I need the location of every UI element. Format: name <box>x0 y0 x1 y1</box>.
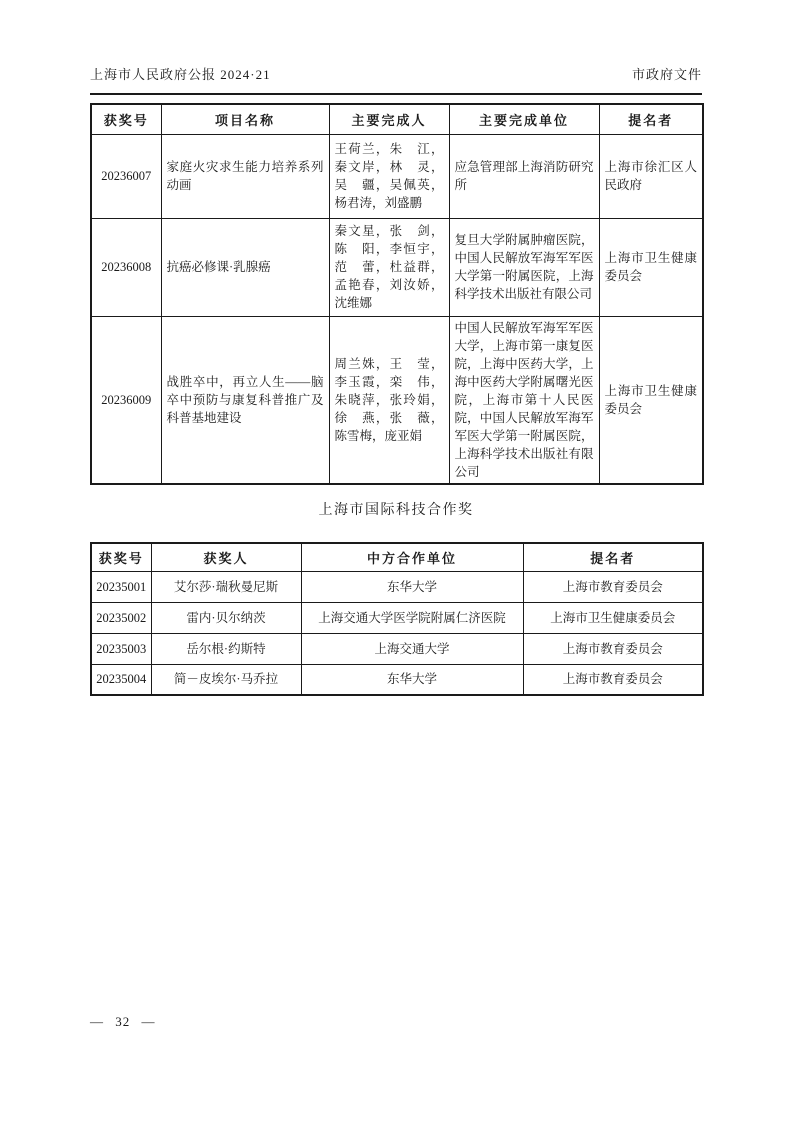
nominator-cell: 上海市徐汇区人民政府 <box>599 134 703 218</box>
column-header-nominator: 提名者 <box>599 104 703 134</box>
column-header-awardee: 获奖人 <box>151 543 301 571</box>
table-row <box>91 602 703 633</box>
contributors-cell: 王荷兰，朱 江，秦文岸，林 灵，吴 疆，吴佩英，杨君涛，刘盛鹏 <box>329 134 449 218</box>
column-header-award-no: 获奖号 <box>91 104 161 134</box>
column-header-nominator: 提名者 <box>523 543 703 571</box>
section-title: 上海市国际科技合作奖 <box>318 503 474 518</box>
awardee-cell: 艾尔莎·瑞秋曼尼斯 <box>151 571 301 602</box>
header-section-label: 市政府文件 <box>631 67 702 82</box>
column-header-contributors: 主要完成人 <box>329 104 449 134</box>
international-cooperation-awards-table <box>90 542 704 696</box>
table-row <box>91 633 703 664</box>
organizations-cell: 应急管理部上海消防研究所 <box>449 134 599 218</box>
table-row <box>91 134 703 218</box>
page-number: — 32 — <box>90 1014 156 1029</box>
awardee-cell: 简－皮埃尔·马乔拉 <box>151 664 301 695</box>
nominator-cell: 上海市教育委员会 <box>523 571 703 602</box>
nominator-cell: 上海市卫生健康委员会 <box>523 602 703 633</box>
project-name-cell: 战胜卒中，再立人生——脑卒中预防与康复科普推广及科普基地建设 <box>161 316 329 484</box>
column-header-chinese-partner: 中方合作单位 <box>301 543 523 571</box>
header-divider-rule <box>90 93 702 95</box>
table-row <box>91 218 703 316</box>
column-header-project-name: 项目名称 <box>161 104 329 134</box>
column-header-award-no: 获奖号 <box>91 543 151 571</box>
chinese-partner-cell: 上海交通大学 <box>301 633 523 664</box>
table-header-row <box>91 543 703 571</box>
organizations-cell: 复旦大学附属肿瘤医院，中国人民解放军海军军医大学第一附属医院，上海科学技术出版社有限公司 <box>449 218 599 316</box>
awardee-cell: 岳尔根·约斯特 <box>151 633 301 664</box>
chinese-partner-cell: 上海交通大学医学院附属仁济医院 <box>301 602 523 633</box>
award-no-cell: 20236009 <box>91 316 161 484</box>
nominator-cell: 上海市卫生健康委员会 <box>599 218 703 316</box>
awardee-cell: 雷内·贝尔纳茨 <box>151 602 301 633</box>
contributors-cell: 周兰姝，王 莹，李玉霞，栾 伟，朱晓萍，张玲娟，徐 燕，张 薇，陈雪梅，庞亚娟 <box>329 316 449 484</box>
organizations-cell: 中国人民解放军海军军医大学，上海市第一康复医院，上海中医药大学，上海中医药大学附属曙光医院，上海市第十人民医院，中国人民解放军海军军医大学第一附属医院，上海科学技术出版社有限公司 <box>449 316 599 484</box>
nominator-cell: 上海市教育委员会 <box>523 664 703 695</box>
award-no-cell: 20235001 <box>91 571 151 602</box>
table-row <box>91 664 703 695</box>
project-name-cell: 家庭火灾求生能力培养系列动画 <box>161 134 329 218</box>
column-header-organizations: 主要完成单位 <box>449 104 599 134</box>
nominator-cell: 上海市卫生健康委员会 <box>599 316 703 484</box>
nominator-cell: 上海市教育委员会 <box>523 633 703 664</box>
project-name-cell: 抗癌必修课·乳腺癌 <box>161 218 329 316</box>
table-row <box>91 571 703 602</box>
award-no-cell: 20235003 <box>91 633 151 664</box>
table-row <box>91 316 703 484</box>
popular-science-awards-table <box>90 103 704 485</box>
document-header <box>90 64 702 83</box>
award-no-cell: 20235002 <box>91 602 151 633</box>
chinese-partner-cell: 东华大学 <box>301 664 523 695</box>
award-no-cell: 20235004 <box>91 664 151 695</box>
contributors-cell: 秦文星，张 剑，陈 阳，李恒宇，范 蕾，杜益群，孟艳春，刘汝娇，沈维娜 <box>329 218 449 316</box>
chinese-partner-cell: 东华大学 <box>301 571 523 602</box>
header-publication-title: 上海市人民政府公报 2024·21 <box>90 67 271 82</box>
award-no-cell: 20236008 <box>91 218 161 316</box>
award-no-cell: 20236007 <box>91 134 161 218</box>
table-header-row <box>91 104 703 134</box>
